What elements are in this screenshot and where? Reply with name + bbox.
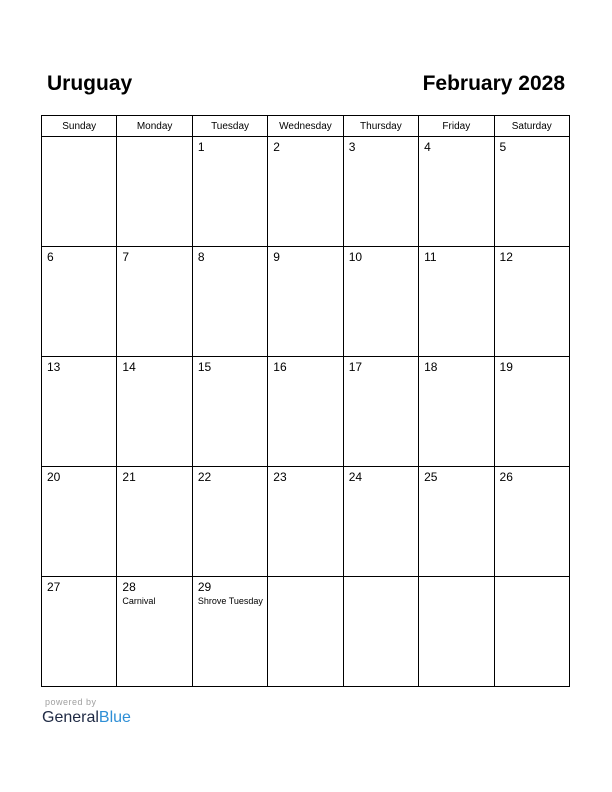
day-number: 15 (197, 360, 212, 374)
day-cell[interactable] (268, 137, 343, 247)
day-number: 28 (122, 580, 136, 594)
day-number: 17 (348, 360, 363, 374)
day-cell[interactable] (343, 577, 418, 687)
day-cell[interactable] (192, 467, 267, 577)
day-cell[interactable] (42, 137, 117, 247)
day-number: 8 (197, 250, 205, 264)
day-number: 26 (499, 470, 513, 484)
day-number: 23 (273, 470, 287, 484)
day-cell[interactable] (42, 357, 117, 467)
day-number: 14 (122, 360, 136, 374)
day-cell[interactable] (343, 137, 418, 247)
day-cell[interactable] (494, 577, 569, 687)
brand-general-text: General (42, 709, 99, 726)
day-number (268, 577, 342, 580)
day-number: 27 (47, 580, 61, 594)
day-cell[interactable] (42, 247, 117, 357)
powered-by-text: powered by (45, 697, 97, 707)
day-number (344, 577, 418, 580)
day-cell[interactable] (42, 467, 117, 577)
weekday-header: Thursday (343, 116, 418, 137)
day-cell[interactable] (192, 247, 267, 357)
day-cell[interactable] (343, 357, 418, 467)
day-number (117, 137, 191, 140)
footer-branding (42, 697, 131, 728)
brand-logo[interactable] (42, 708, 131, 728)
day-number: 24 (348, 470, 363, 484)
day-cell[interactable] (268, 247, 343, 357)
day-number: 1 (197, 140, 205, 154)
day-number: 6 (47, 250, 54, 264)
day-cell[interactable] (268, 467, 343, 577)
holiday-label: Shrove Tuesday (197, 596, 263, 606)
day-cell[interactable] (494, 357, 569, 467)
day-cell[interactable] (494, 137, 569, 247)
day-number: 10 (348, 250, 363, 264)
weekday-header: Saturday (494, 116, 569, 137)
weekday-header: Monday (117, 116, 192, 137)
day-cell[interactable] (419, 137, 494, 247)
brand-blue-text: Blue (98, 709, 131, 726)
day-cell[interactable] (419, 357, 494, 467)
day-cell[interactable] (117, 247, 192, 357)
weekday-header: Sunday (42, 116, 117, 137)
day-number: 2 (273, 140, 280, 154)
day-number: 3 (348, 140, 356, 154)
week-row (42, 577, 570, 687)
week-row (42, 247, 570, 357)
day-cell[interactable] (419, 577, 494, 687)
day-number (495, 577, 569, 580)
day-cell[interactable] (192, 577, 267, 687)
day-number: 19 (499, 360, 513, 374)
day-cell[interactable] (117, 577, 192, 687)
day-number: 22 (197, 470, 212, 484)
week-row (42, 357, 570, 467)
week-row (42, 467, 570, 577)
month-year-title: February 2028 (422, 72, 565, 95)
day-number: 12 (499, 250, 513, 264)
day-cell[interactable] (268, 577, 343, 687)
weekday-header: Friday (419, 116, 494, 137)
day-cell[interactable] (494, 247, 569, 357)
day-number: 21 (122, 470, 136, 484)
week-row (42, 137, 570, 247)
day-number: 5 (499, 140, 507, 154)
calendar-grid (41, 115, 570, 687)
day-cell[interactable] (343, 467, 418, 577)
day-number (419, 577, 493, 580)
day-number: 4 (424, 140, 431, 154)
day-cell[interactable] (42, 577, 117, 687)
day-number: 18 (424, 360, 438, 374)
day-cell[interactable] (117, 467, 192, 577)
day-number: 20 (47, 470, 61, 484)
day-cell[interactable] (117, 357, 192, 467)
day-cell[interactable] (343, 247, 418, 357)
day-cell[interactable] (419, 247, 494, 357)
holiday-label: Carnival (122, 596, 156, 606)
day-number: 9 (273, 250, 280, 264)
weekday-header: Tuesday (192, 116, 267, 137)
day-number (42, 137, 116, 140)
weekday-header: Wednesday (268, 116, 343, 137)
day-number: 16 (273, 360, 287, 374)
day-cell[interactable] (117, 137, 192, 247)
day-cell[interactable] (192, 357, 267, 467)
country-title: Uruguay (47, 72, 133, 95)
day-cell[interactable] (419, 467, 494, 577)
day-cell[interactable] (494, 467, 569, 577)
day-number: 11 (424, 250, 437, 264)
day-number: 7 (122, 250, 130, 264)
weekday-header-row (42, 116, 570, 137)
day-cell[interactable] (268, 357, 343, 467)
day-number: 29 (197, 580, 212, 594)
day-number: 25 (424, 470, 438, 484)
day-cell[interactable] (192, 137, 267, 247)
day-number: 13 (47, 360, 61, 374)
